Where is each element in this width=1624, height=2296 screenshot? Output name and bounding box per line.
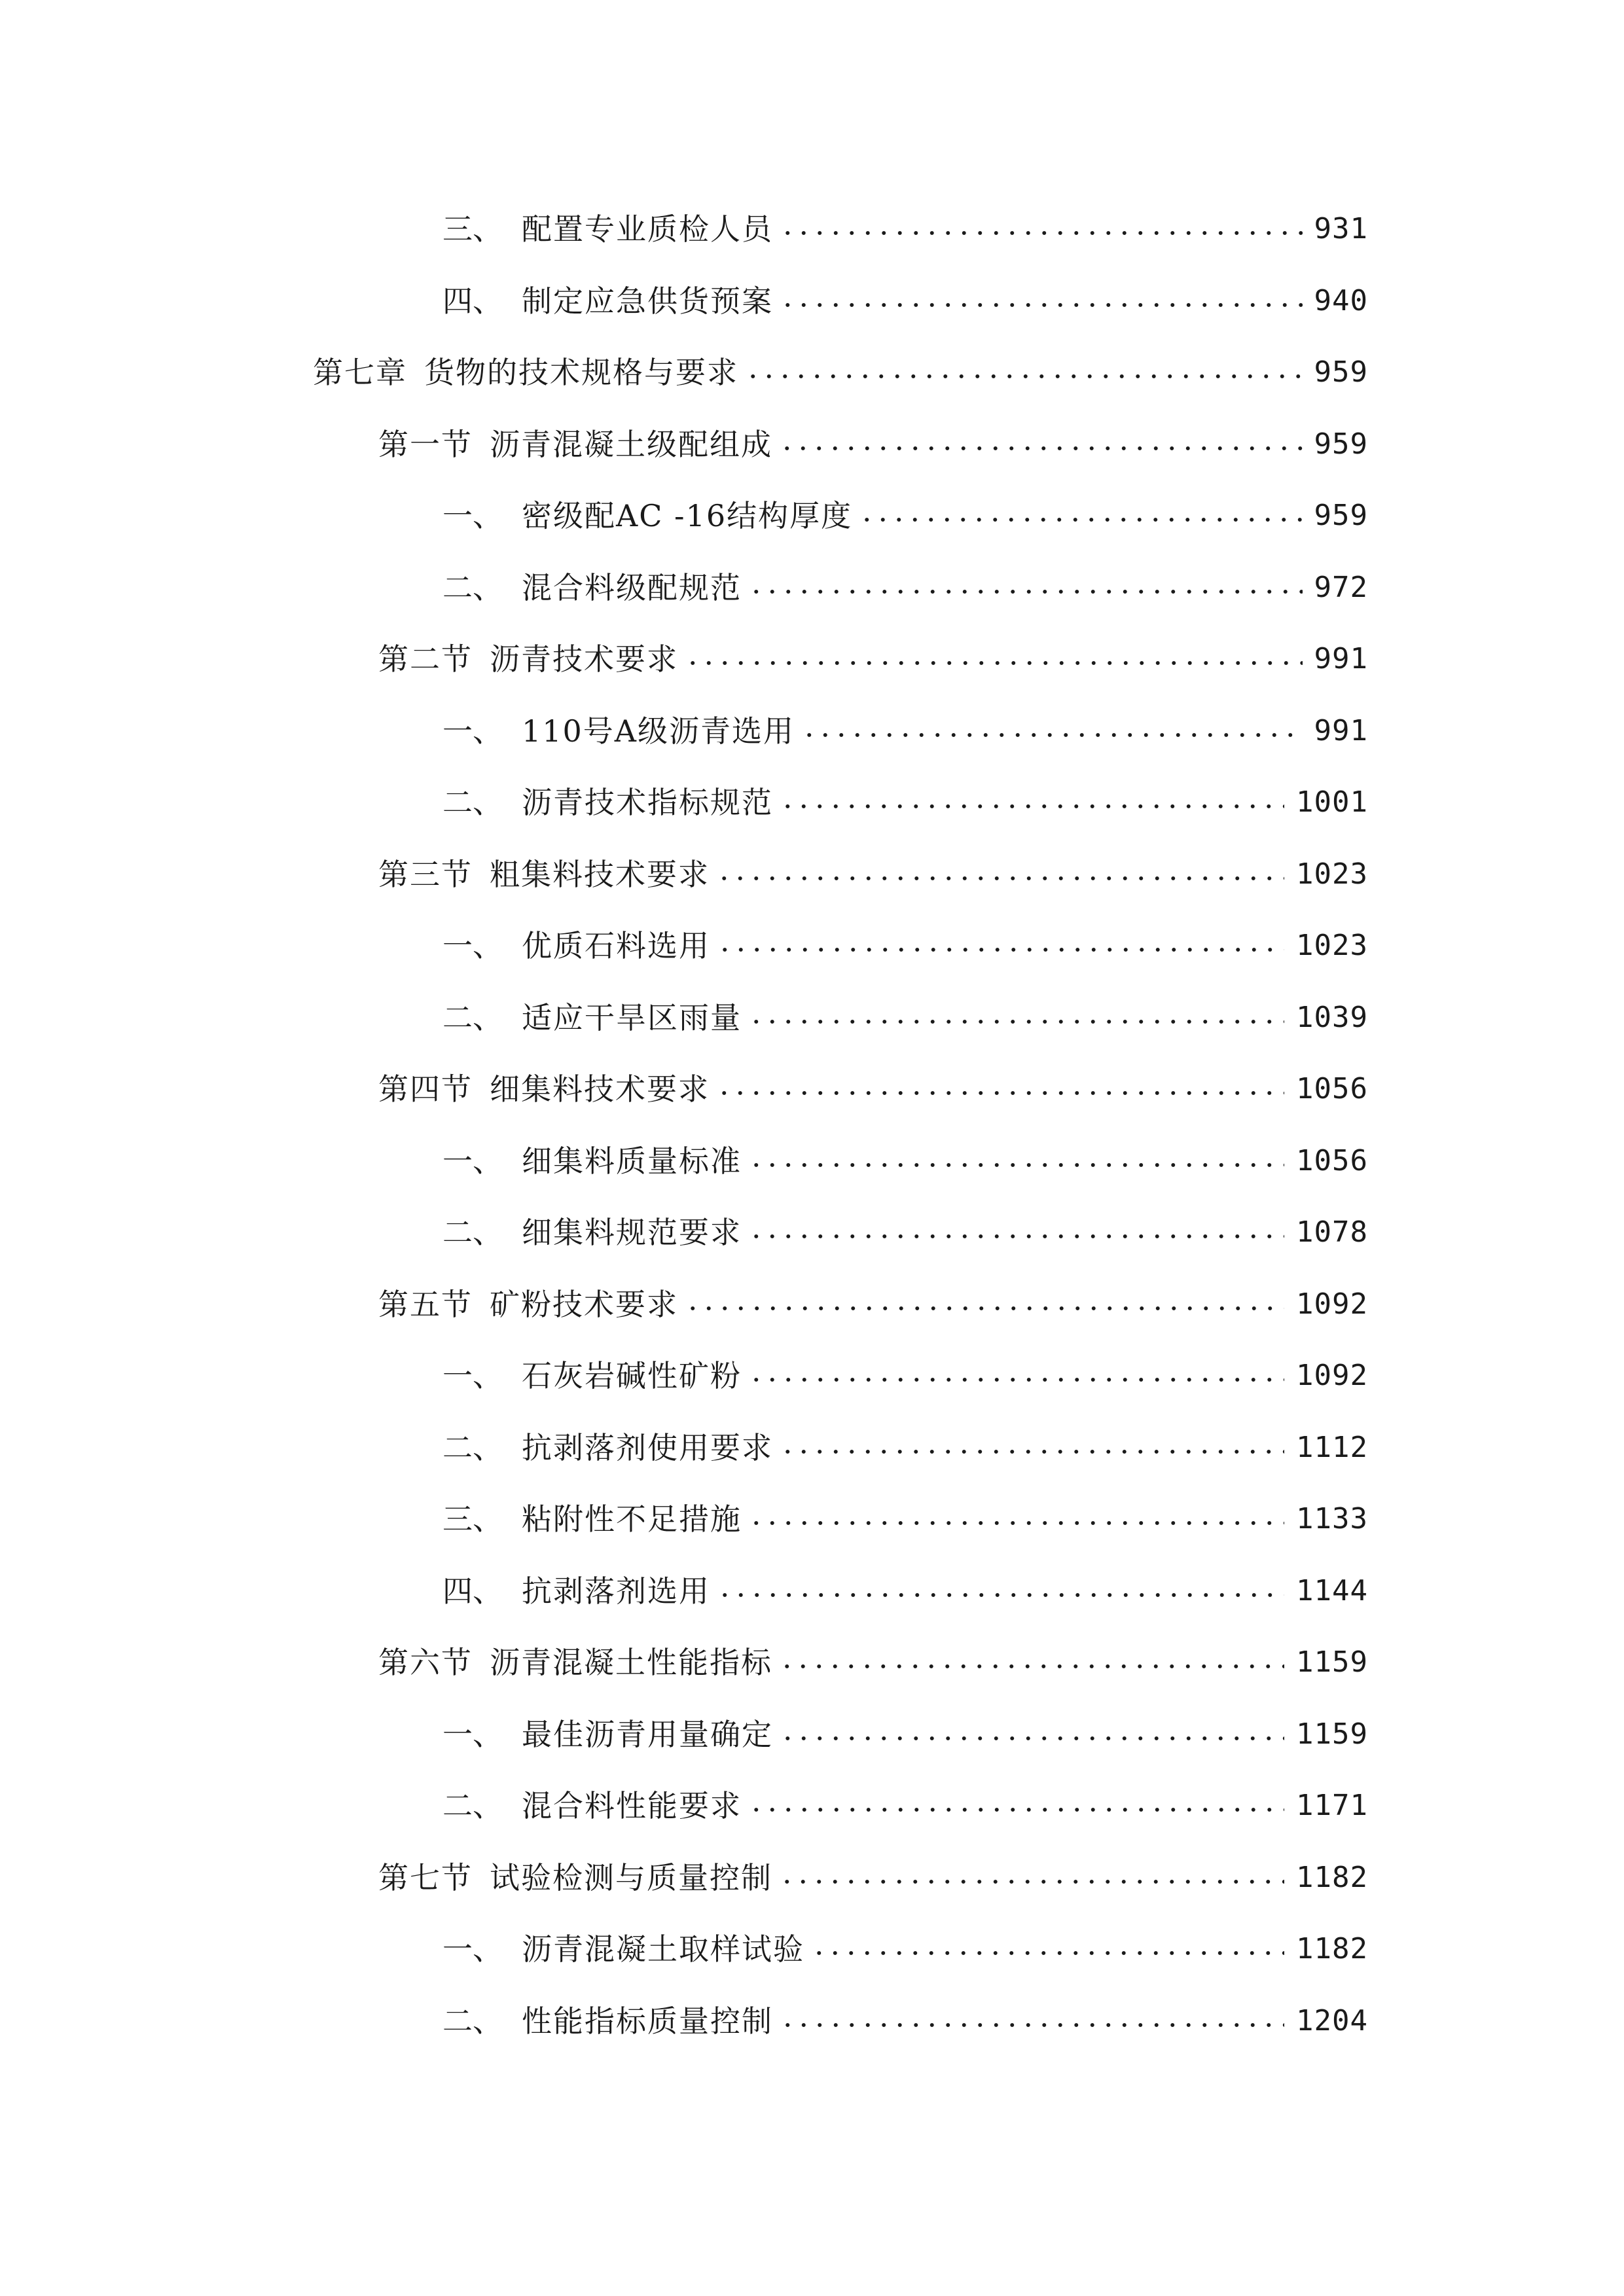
toc-entry-number: 二、 (442, 1430, 503, 1465)
toc-section-number: 第四节 (378, 1071, 473, 1107)
toc-entry-title: 粘附性不足措施 (522, 1501, 742, 1537)
toc-entry-title: 最佳沥青用量确定 (522, 1717, 773, 1752)
toc-section-entry[interactable] (378, 1640, 1368, 1685)
toc-entry[interactable] (442, 780, 1368, 825)
dot-leader (748, 1376, 1284, 1383)
toc-entry-page: 1204 (1296, 2004, 1368, 2037)
dot-leader (780, 1448, 1284, 1455)
toc-section-number: 第二节 (378, 641, 473, 677)
dot-leader (748, 1162, 1284, 1168)
toc-entry-number: 二、 (442, 2003, 503, 2039)
toc-entry-number: 二、 (442, 570, 503, 605)
toc-entry-page: 931 (1314, 212, 1368, 245)
toc-entry-title: 沥青技术要求 (490, 641, 678, 677)
toc-entry-number: 一、 (442, 928, 503, 963)
toc-section-entry[interactable] (378, 1066, 1368, 1112)
dot-leader (811, 1950, 1284, 1956)
toc-entry-page: 959 (1314, 355, 1368, 389)
toc-chapter-entry[interactable] (313, 350, 1368, 395)
toc-entry-number: 四、 (442, 283, 503, 319)
dot-leader (859, 516, 1302, 523)
toc-entry-page: 1182 (1296, 1932, 1368, 1965)
toc-entry-page: 1092 (1296, 1287, 1368, 1321)
toc-entry-title: 矿粉技术要求 (490, 1287, 678, 1322)
dot-leader (748, 1806, 1284, 1813)
toc-entry-title: 货物的技术规格与要求 (424, 355, 738, 390)
toc-entry[interactable] (442, 206, 1368, 252)
toc-entry-title: 沥青混凝土取样试验 (522, 1931, 804, 1967)
toc-entry-number: 一、 (442, 713, 503, 749)
toc-entry[interactable] (442, 1210, 1368, 1255)
toc-entry-title: 抗剥落剂选用 (522, 1573, 710, 1609)
toc-entry-title: 110号A级沥青选用 (522, 713, 795, 749)
toc-entry-number: 一、 (442, 498, 503, 533)
toc-entry-title: 优质石料选用 (522, 928, 710, 963)
toc-section-number: 第七节 (378, 1860, 473, 1895)
toc-entry-title: 制定应急供货预案 (522, 283, 773, 319)
toc-entry-title: 试验检测与质量控制 (490, 1860, 772, 1895)
toc-section-entry[interactable] (378, 422, 1368, 467)
toc-entry-page: 1133 (1296, 1502, 1368, 1535)
toc-entry[interactable] (442, 1496, 1368, 1542)
dot-leader (748, 1233, 1284, 1240)
dot-leader (716, 875, 1284, 882)
toc-entry-number: 二、 (442, 1215, 503, 1250)
dot-leader (745, 373, 1303, 380)
toc-section-entry[interactable] (378, 1282, 1368, 1327)
dot-leader (780, 1735, 1284, 1742)
toc-entry-number: 三、 (442, 1501, 503, 1537)
dot-leader (685, 660, 1303, 666)
toc-entry-title: 混合料性能要求 (522, 1788, 742, 1823)
toc-entry[interactable] (442, 708, 1368, 754)
toc-entry-page: 1112 (1296, 1431, 1368, 1464)
toc-entry-page: 1056 (1296, 1144, 1368, 1177)
dot-leader (717, 946, 1284, 953)
toc-entry-page: 1159 (1296, 1717, 1368, 1751)
toc-entry-number: 一、 (442, 1143, 503, 1179)
toc-entry-title: 性能指标质量控制 (522, 2003, 773, 2039)
toc-entry-page: 940 (1314, 284, 1368, 317)
toc-entry[interactable] (442, 1998, 1368, 2044)
dot-leader (716, 1090, 1284, 1096)
toc-entry-page: 1023 (1296, 929, 1368, 962)
toc-entry-page: 972 (1314, 571, 1368, 604)
dot-leader (779, 445, 1303, 452)
dot-leader (801, 732, 1302, 738)
toc-entry-title: 细集料质量标准 (522, 1143, 742, 1179)
toc-section-entry[interactable] (378, 636, 1368, 682)
toc-entry[interactable] (442, 493, 1368, 539)
toc-entry-title: 细集料技术要求 (490, 1071, 710, 1107)
toc-entry-title: 混合料级配规范 (522, 570, 742, 605)
toc-entry-page: 1023 (1296, 857, 1368, 891)
toc-section-number: 第六节 (378, 1645, 473, 1680)
toc-entry[interactable] (442, 1138, 1368, 1184)
toc-entry-page: 1078 (1296, 1215, 1368, 1249)
toc-entry-page: 1171 (1296, 1789, 1368, 1822)
toc-entry-page: 1056 (1296, 1072, 1368, 1105)
toc-entry-number: 三、 (442, 211, 503, 247)
toc-section-entry[interactable] (378, 852, 1368, 897)
dot-leader (780, 2022, 1284, 2028)
dot-leader (717, 1592, 1284, 1598)
toc-entry-page: 1144 (1296, 1574, 1368, 1607)
dot-leader (780, 230, 1303, 236)
toc-entry-title: 石灰岩碱性矿粉 (522, 1358, 742, 1393)
toc-entry-number: 二、 (442, 1788, 503, 1823)
toc-entry-title: 抗剥落剂使用要求 (522, 1430, 773, 1465)
toc-entry-page: 991 (1314, 642, 1368, 675)
toc-entry-page: 1159 (1296, 1645, 1368, 1679)
toc-entry[interactable] (442, 923, 1368, 969)
toc-entry-number: 四、 (442, 1573, 503, 1609)
toc-entry-number: 二、 (442, 785, 503, 820)
toc-entry-title: 沥青技术指标规范 (522, 785, 773, 820)
dot-leader (779, 1663, 1284, 1670)
dot-leader (780, 803, 1284, 810)
toc-entry-page: 991 (1314, 714, 1368, 747)
toc-entry[interactable] (442, 278, 1368, 324)
toc-chapter-number: 第七章 (313, 355, 407, 390)
toc-entry-title: 沥青混凝土级配组成 (490, 427, 772, 462)
toc-entry[interactable] (442, 565, 1368, 611)
dot-leader (779, 1878, 1284, 1885)
toc-entry-number: 二、 (442, 1000, 503, 1035)
dot-leader (685, 1305, 1284, 1312)
toc-entry[interactable] (442, 1425, 1368, 1471)
toc-entry-number: 一、 (442, 1717, 503, 1752)
toc-entry-page: 1039 (1296, 1001, 1368, 1034)
toc-entry-page: 959 (1314, 499, 1368, 532)
toc-entry[interactable] (442, 1568, 1368, 1614)
toc-section-number: 第三节 (378, 857, 473, 892)
toc-entry[interactable] (442, 1712, 1368, 1757)
toc-section-entry[interactable] (378, 1855, 1368, 1901)
toc-entry[interactable] (442, 995, 1368, 1041)
toc-entry-title: 粗集料技术要求 (490, 857, 710, 892)
toc-entry-page: 1092 (1296, 1359, 1368, 1392)
toc-entry-title: 细集料规范要求 (522, 1215, 742, 1250)
dot-leader (748, 588, 1303, 595)
toc-entry-title: 密级配AC -16结构厚度 (522, 498, 853, 533)
toc-entry-title: 适应干旱区雨量 (522, 1000, 742, 1035)
toc-section-number: 第五节 (378, 1287, 473, 1322)
toc-entry-page: 959 (1314, 427, 1368, 461)
toc-entry[interactable] (442, 1353, 1368, 1399)
toc-entry-number: 一、 (442, 1358, 503, 1393)
toc-section-number: 第一节 (378, 427, 473, 462)
toc-entry-page: 1001 (1296, 785, 1368, 819)
toc-entry-title: 沥青混凝土性能指标 (490, 1645, 772, 1680)
dot-leader (780, 302, 1303, 308)
toc-entry[interactable] (442, 1926, 1368, 1972)
toc-entry-title: 配置专业质检人员 (522, 211, 773, 247)
dot-leader (748, 1520, 1284, 1526)
toc-entry-number: 一、 (442, 1931, 503, 1967)
toc-entry-page: 1182 (1296, 1861, 1368, 1894)
dot-leader (748, 1018, 1284, 1025)
toc-entry[interactable] (442, 1783, 1368, 1829)
